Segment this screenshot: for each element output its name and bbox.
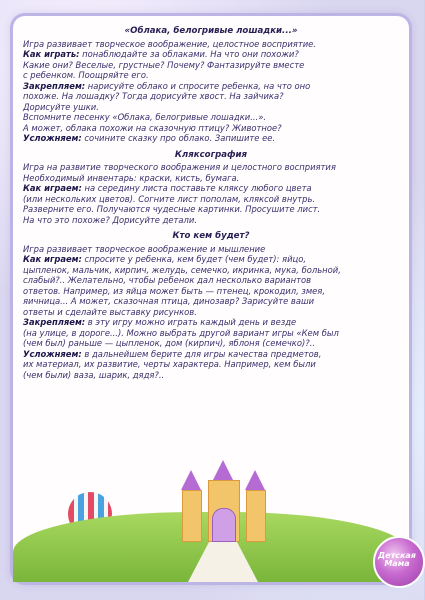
section-title: Кляксография (174, 149, 248, 160)
paragraph-line (23, 254, 399, 265)
paragraph-line (23, 49, 399, 60)
line-text: в эту игру можно играть каждый день и везде (85, 317, 297, 327)
keyword: Как играть: (23, 49, 80, 59)
paragraph-line: Игра развивает творческое воображение, целостное восприятие. (23, 38, 316, 49)
paragraph-line: похоже. На лошадку? Тогда дорисуйте хвост. На зайчика? (23, 91, 284, 101)
paragraph-line: (или нескольких цветов). Согните лист пополам, кляксой внутрь. (23, 193, 316, 204)
keyword: Усложняем: (23, 348, 82, 359)
section-clouds (23, 26, 399, 144)
castle-roof (181, 470, 201, 490)
castle-roof (213, 460, 233, 480)
section-title: «Облака, белогривые лошадки...» (124, 26, 298, 36)
paragraph-line: их материал, их развитие, черты характера. Например, кем были (23, 359, 316, 369)
paragraph-line (23, 81, 399, 92)
paragraph-line: с ребенком. Поощряйте его. (23, 70, 149, 80)
castle-tower (246, 490, 266, 542)
castle-icon (168, 470, 278, 540)
paragraph-line: Дорисуйте ушки. (23, 101, 99, 112)
keyword: Закрепляем: (23, 80, 86, 91)
paragraph-line: Какие они? Веселые, грустные? Почему? Фантазируйте вместе (23, 59, 305, 70)
keyword: Как играем: (23, 183, 82, 193)
paragraph-line: (чем был) раньше — цыпленок, дом (кирпич), яблоня (семечко)?.. (23, 338, 316, 348)
bottom-illustration (13, 464, 409, 582)
line-text: на середину листа поставьте кляксу любого цвета (81, 183, 312, 193)
keyword: Усложняем: (23, 133, 82, 143)
section-who-will-be (23, 231, 399, 380)
paragraph-line: А может, облака похожи на сказочную птицу? Животное? (23, 122, 282, 133)
line-text: нарисуйте облако и спросите ребенка, на что оно (85, 80, 311, 91)
paragraph-line: Игра развивает творческое воображение и мышление (23, 243, 266, 254)
section-title: Кто кем будет? (172, 231, 250, 241)
document-content (23, 26, 399, 386)
paragraph-line: (на улице, в дороге...). Можно выбрать другой вариант игры «Кем был (23, 327, 339, 338)
paragraph-line: На что это похоже? Дорисуйте детали. (23, 214, 197, 225)
paragraph-line (23, 183, 399, 194)
paragraph-line: Разверните его. Получаются чудесные картинки. Просушите лист. (23, 204, 321, 214)
section-blotography (23, 150, 399, 226)
line-text: в дальнейшем берите для игры качества предметов, (81, 348, 322, 359)
logo-badge-icon (373, 536, 421, 584)
line-text: сочините сказку про облако. Запишите ее. (81, 133, 276, 143)
paragraph-line (23, 317, 399, 328)
line-text: спросите у ребенка, кем будет (чем будет): яйцо, (81, 254, 307, 264)
paragraph-line: Вспомните песенку «Облака, белогривые лошадки...». (23, 112, 267, 122)
castle-tower (182, 490, 202, 542)
paragraph-line: ответов. Например, из яйца может быть — птенец, крокодил, змея, (23, 285, 326, 296)
keyword: Закрепляем: (23, 317, 86, 327)
paragraph-line: ответы и сделайте выставку рисунков. (23, 306, 197, 317)
paragraph-line: Игра на развитие творческого воображения и целостного восприятия (23, 162, 336, 172)
paragraph-line: цыпленок, мальчик, кирпич, желудь, семечко, икринка, мука, больной, (23, 264, 341, 275)
paragraph-line (23, 349, 399, 360)
logo-text: Детская Мама (378, 551, 416, 568)
keyword: Как играем: (23, 254, 82, 264)
paragraph-line (23, 133, 399, 144)
castle-gate (212, 508, 236, 542)
line-text: понаблюдайте за облаками. На что они похожи? (79, 49, 299, 59)
paragraph-line: яичница... А может, сказочная птица, динозавр? Зарисуйте ваши (23, 296, 315, 306)
paragraph-line: Необходимый инвентарь: краски, кисть, бумага. (23, 172, 240, 183)
castle-roof (245, 470, 265, 490)
paragraph-line: (чем были) ваза, шарик, дядя?.. (23, 369, 165, 380)
document-page (13, 16, 416, 582)
paragraph-line: слабый?.. Желательно, чтобы ребенок дал несколько вариантов (23, 275, 312, 285)
